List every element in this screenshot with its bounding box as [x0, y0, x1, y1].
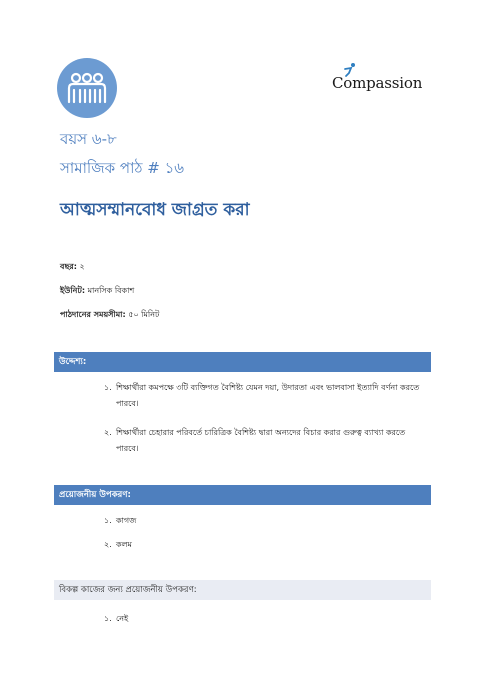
- objectives-heading: উদ্দেশ্য:: [54, 352, 431, 372]
- unit-value: মানসিক বিকাশ: [87, 286, 135, 295]
- brand-name: Compassion: [332, 74, 423, 92]
- time-label: পাঠদানের সময়সীমা:: [60, 310, 126, 319]
- unit-label: ইউনিট:: [60, 286, 86, 295]
- group-of-children-icon: [57, 58, 117, 118]
- session-line: [60, 261, 85, 274]
- time-value: ৫০ মিনিট: [128, 310, 160, 319]
- material-item: ২. কলম: [104, 540, 133, 549]
- age-range: বয়স ৬-৮: [60, 130, 117, 148]
- time-line: [60, 309, 159, 322]
- unit-line: [60, 285, 134, 298]
- material-item: ১. কাগজ: [104, 516, 137, 525]
- page-title: আত্মসম্মানবোধ জাগ্রত করা: [60, 200, 250, 220]
- objective-item: ২. শিক্ষার্থীরা চেহারার পরিবর্তে চারিত্রিক বৈশিষ্ট্য দ্বারা অন্যদের বিচার করার গুরুত্ব ব্যাখ্যা করতে পারবে।: [104, 428, 406, 453]
- brand-logo: [332, 62, 436, 96]
- session-value: ২: [79, 262, 85, 271]
- objective-item: ১. শিক্ষার্থীরা কমপক্ষে ৩টি ব্যক্তিগত বৈশিষ্ট্য যেমন দয়া, উদারতা এবং ভালবাসা ইত্যাদি বর্ণনা করতে পারবে।: [104, 383, 420, 408]
- materials-heading: প্রয়োজনীয় উপকরণ:: [54, 485, 431, 505]
- session-label: বছর:: [60, 262, 77, 271]
- lesson-number: সামাজিক পাঠ # ১৬: [60, 159, 185, 177]
- alt-material-item: ১. নেই: [104, 614, 129, 623]
- alt-materials-heading: বিকল্প কাজের জন্য প্রয়োজনীয় উপকরণ:: [54, 580, 431, 600]
